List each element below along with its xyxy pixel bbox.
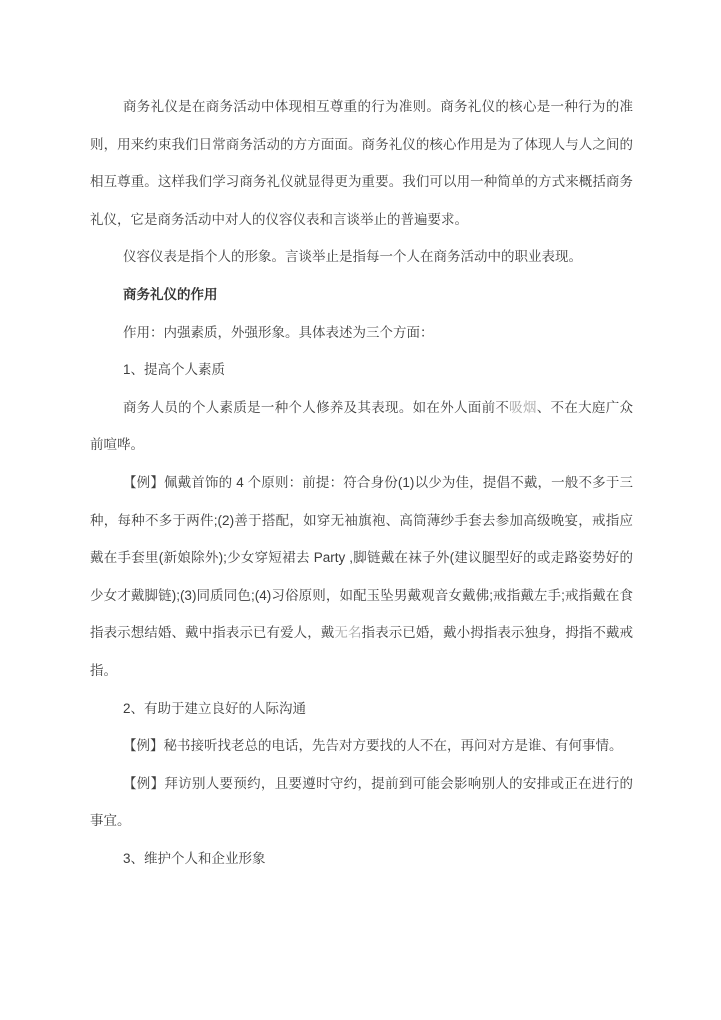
example-appointment-paragraph: [90, 765, 633, 840]
text-segment: 【例】拜访别人要预约，且要遵时守约，提前到可能会影响别人的安排或正在进行的事宜。: [90, 775, 633, 829]
role-summary-paragraph: [90, 314, 633, 352]
example-jewelry-paragraph: [90, 464, 633, 690]
text-segment: 3、维护个人和企业形象: [123, 850, 266, 866]
item-1-title: [90, 351, 633, 389]
document-body: [90, 0, 633, 877]
text-segment: 作用：内强素质，外强形象。具体表述为三个方面：: [123, 324, 434, 340]
text-segment: 指表示已婚，戴小拇指表示独身，拇指不戴戒指。: [90, 625, 634, 678]
example-secretary-paragraph: [90, 727, 633, 765]
definition-paragraph: [90, 238, 633, 276]
item-3-title: [90, 840, 633, 878]
muted-keyword: 吸烟: [509, 399, 537, 415]
text-segment: 商务人员的个人素质是一种个人修养及其表现。如在外人面前不: [123, 399, 510, 415]
text-segment: 仪容仪表是指个人的形象。言谈举止是指每一个人在商务活动中的职业表现。: [123, 249, 582, 265]
text-segment: 、不在大庭广众前喧哗。: [90, 399, 634, 453]
section-heading-role: [90, 276, 633, 314]
item-1-body: [90, 389, 633, 464]
text-segment: 2、有助于建立良好的人际沟通: [123, 700, 307, 716]
text-segment: 【例】佩戴首饰的 4 个原则：前提：符合身份(1)以少为佳，提倡不戴，一般不多于三种，每种不多于两件;(2)善于搭配，如穿无袖旗袍、高筒薄纱手套去参加高级晚宴，戒指应戴在手套里(新娘除外);少女穿短裙去 Party ,脚链戴在袜子外(建议腿型好的或走路姿势好的少女才戴脚链);(3)同质同色;(4)习俗原则，如配玉坠男戴观音女戴佛;戒指戴左手;戒指戴在食指表示想结婚、戴中指表示已有爱人，戴: [90, 474, 633, 641]
text-segment: 1、提高个人素质: [123, 362, 226, 378]
text-segment: 商务礼仪的作用: [123, 286, 218, 302]
intro-paragraph: [90, 88, 633, 238]
item-2-title: [90, 690, 633, 728]
text-segment: 【例】秘书接听找老总的电话，先告对方要找的人不在，再问对方是谁、有何事情。: [123, 738, 623, 754]
text-segment: 商务礼仪是在商务活动中体现相互尊重的行为准则。商务礼仪的核心是一种行为的准则，用来约束我们日常商务活动的方方面面。商务礼仪的核心作用是为了体现人与人之间的相互尊重。这样我们学习商务礼仪就显得更为重要。我们可以用一种简单的方式来概括商务礼仪，它是商务活动中对人的仪容仪表和言谈举止的普遍要求。: [90, 99, 633, 227]
muted-keyword: 无名: [334, 625, 362, 641]
